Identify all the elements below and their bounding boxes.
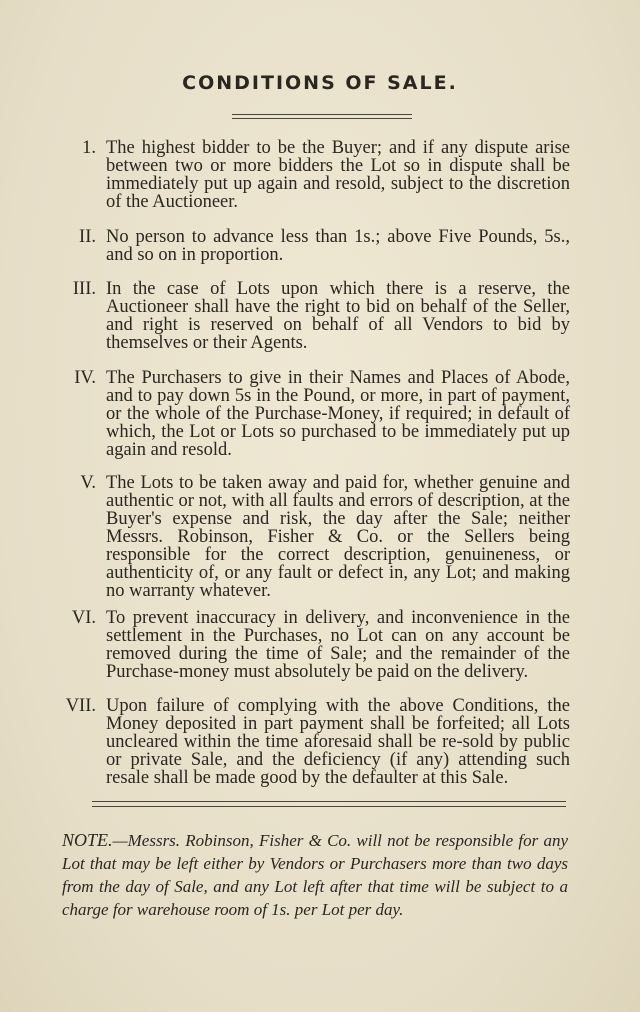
condition-numeral: 1. bbox=[82, 138, 96, 158]
note-label: NOTE. bbox=[62, 830, 113, 850]
note-text: —Messrs. Robinson, Fisher & Co. will not be responsible for any Lot that may be left either by Vendors or Purchasers more than two days from the day of Sale, and any Lot left after that time will be subject to a charge for warehouse room of 1s. per Lot per day. bbox=[62, 831, 568, 919]
condition-text: To prevent inaccuracy in delivery, and inconvenience in the settlement in the Purchases, no Lot can on any account be removed during the time of Sale; and the remainder of the Purchase-money must absolutely be paid on the delivery. bbox=[106, 608, 570, 682]
condition-text: The highest bidder to be the Buyer; and if any dispute arise between two or more bidders the Lot so in dispute shall be immediately put up again and resold, subject to the discretion of the Auctioneer. bbox=[106, 138, 570, 212]
condition-text: In the case of Lots upon which there is a reserve, the Auctioneer shall have the right to bid on behalf of the Seller, and right is reserved on behalf of all Vendors to bid by themselves or their Agents. bbox=[106, 279, 570, 353]
condition-numeral: IV. bbox=[74, 368, 96, 388]
title-divider bbox=[232, 114, 412, 119]
footnote bbox=[62, 829, 568, 921]
condition-numeral: II. bbox=[79, 227, 96, 247]
page-title: CONDITIONS OF SALE. bbox=[182, 72, 458, 94]
condition-numeral: VI. bbox=[71, 608, 96, 628]
condition-numeral: VII. bbox=[65, 696, 96, 716]
condition-text: The Lots to be taken away and paid for, whether genuine and authentic or not, with all faults and errors of description, at the Buyer's expense and risk, the day after the Sale; neither Messrs. Robinson, Fisher & Co. or the Sellers being responsible for the correct description, genuineness, or authenticity of, or any fault or defect in, any Lot; and making no warranty whatever. bbox=[106, 473, 570, 601]
footer-divider bbox=[92, 801, 566, 807]
condition-numeral: III. bbox=[72, 279, 96, 299]
condition-numeral: V. bbox=[80, 473, 96, 493]
condition-text: Upon failure of complying with the above Conditions, the Money deposited in part payment shall be forfeited; all Lots uncleared within the time aforesaid shall be re-sold by public or private Sale, and the deficiency (if any) attending such resale shall be made good by the defaulter at this Sale. bbox=[106, 696, 570, 788]
condition-text: The Purchasers to give in their Names and Places of Abode, and to pay down 5s in the Pound, or more, in part of payment, or the whole of the Purchase-Money, if required; in default of which, the Lot or Lots so purchased to be immediately put up again and resold. bbox=[106, 368, 570, 460]
condition-text: No person to advance less than 1s.; above Five Pounds, 5s., and so on in proportion. bbox=[106, 227, 570, 265]
